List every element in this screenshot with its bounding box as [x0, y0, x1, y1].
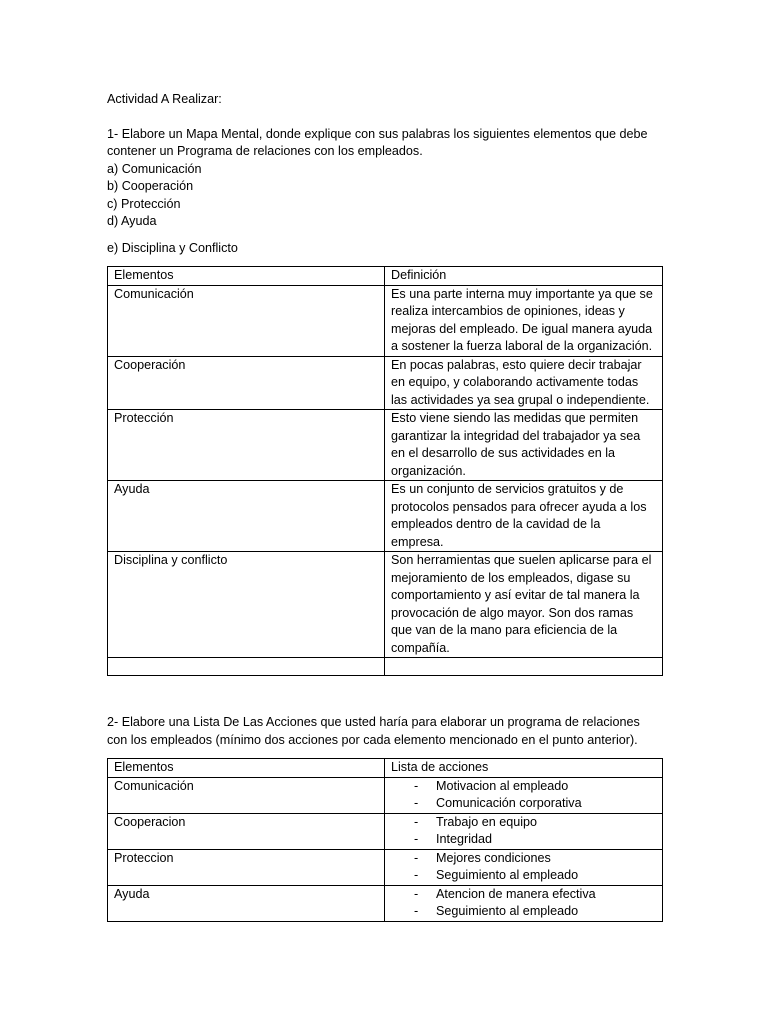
dash-bullet: -: [414, 778, 419, 793]
activity-title: Actividad A Realizar:: [107, 92, 222, 106]
question-1-prompt: 1- Elabore un Mapa Mental, donde explique con sus palabras los siguientes elementos que debe contener un Programa de relaciones con los empleados.: [107, 126, 648, 158]
dash-bullet: -: [414, 832, 419, 846]
element-cell: Proteccion: [108, 849, 385, 885]
action-text: Integridad: [436, 832, 493, 846]
dash-bullet: -: [414, 886, 419, 901]
element-cell: Cooperación: [108, 356, 385, 410]
item-b: b) Cooperación: [107, 179, 194, 193]
definition-cell: Es un conjunto de servicios gratuitos y de protocolos pensados para ofrecer ayuda a los empleados dentro de la cavidad de la empresa.: [385, 481, 663, 552]
element-cell: Ayuda: [108, 885, 385, 921]
definition-cell: Son herramientas que suelen aplicarse para el mejoramiento de los empleados, digase su comportamiento y así evitar de tal manera la provocación de algo mayor. Son dos ramas que van de la mano para eficiencia de la compañía.: [385, 552, 663, 658]
definition-cell: En pocas palabras, esto quiere decir trabajar en equipo, y colaborando activamente todas las actividades ya sea grupal o independiente.: [385, 356, 663, 410]
definition-cell: Esto viene siendo las medidas que permiten garantizar la integridad del trabajador ya sea en el desarrollo de sus actividades en la organización.: [385, 410, 663, 481]
actions-list: [391, 814, 656, 849]
dash-bullet: -: [414, 904, 419, 918]
question-2-prompt: 2- Elabore una Lista De Las Acciones que usted haría para elaborar un programa de relaciones con los empleados (mínimo dos acciones por cada elemento mencionado en el punto anterior).: [107, 715, 640, 747]
table-row: [108, 356, 663, 410]
item-d: d) Ayuda: [107, 214, 157, 228]
empty-table-row: [108, 658, 663, 676]
table-row: [108, 410, 663, 481]
actions-list: [391, 778, 656, 813]
header-elementos: Elementos: [108, 267, 385, 286]
action-text: Seguimiento al empleado: [436, 868, 579, 882]
document-page: [107, 91, 662, 922]
dash-bullet: -: [414, 796, 419, 810]
item-e: e) Disciplina y Conflicto: [107, 240, 238, 255]
action-text: Atencion de manera efectiva: [436, 886, 596, 901]
empty-cell: [108, 658, 385, 676]
list-item: [391, 886, 656, 904]
definition-cell: Es una parte interna muy importante ya que se realiza intercambios de opiniones, ideas y mejoras del empleado. De igual manera ayuda a sostener la fuerza laboral de la organización.: [385, 285, 663, 356]
table-row: [108, 885, 663, 921]
element-cell: Cooperacion: [108, 813, 385, 849]
actions-cell: [385, 813, 663, 849]
dash-bullet: -: [414, 814, 419, 829]
element-cell: Protección: [108, 410, 385, 481]
table-header-row: [108, 267, 663, 286]
table-row: [108, 849, 663, 885]
list-item: [391, 795, 656, 813]
element-cell: Comunicación: [108, 285, 385, 356]
list-item: [391, 814, 656, 832]
actions-cell: [385, 777, 663, 813]
table-row: [108, 285, 663, 356]
header-definicion: Definición: [385, 267, 663, 286]
actions-cell: [385, 849, 663, 885]
definitions-table: [107, 266, 663, 676]
table-row: [108, 481, 663, 552]
actions-table: [107, 758, 663, 922]
table-row: [108, 552, 663, 658]
list-item: [391, 850, 656, 868]
dash-bullet: -: [414, 868, 419, 882]
table-row: [108, 813, 663, 849]
table-header-row: [108, 759, 663, 778]
list-item: [391, 867, 656, 885]
action-text: Comunicación corporativa: [436, 796, 582, 810]
table-row: [108, 777, 663, 813]
list-item: [391, 831, 656, 849]
item-c: c) Protección: [107, 196, 181, 211]
actions-list: [391, 850, 656, 885]
action-text: Mejores condiciones: [436, 850, 551, 865]
action-text: Seguimiento al empleado: [436, 904, 579, 918]
element-cell: Disciplina y conflicto: [108, 552, 385, 658]
actions-cell: [385, 885, 663, 921]
action-text: Trabajo en equipo: [436, 814, 538, 829]
dash-bullet: -: [414, 850, 419, 865]
header-lista-de-acciones: Lista de acciones: [385, 759, 663, 778]
action-text: Motivacion al empleado: [436, 778, 569, 793]
element-cell: Ayuda: [108, 481, 385, 552]
element-cell: Comunicación: [108, 777, 385, 813]
empty-cell: [385, 658, 663, 676]
actions-list: [391, 886, 656, 921]
list-item: [391, 903, 656, 921]
header-elementos: Elementos: [108, 759, 385, 778]
item-a: a) Comunicación: [107, 161, 202, 176]
list-item: [391, 778, 656, 796]
